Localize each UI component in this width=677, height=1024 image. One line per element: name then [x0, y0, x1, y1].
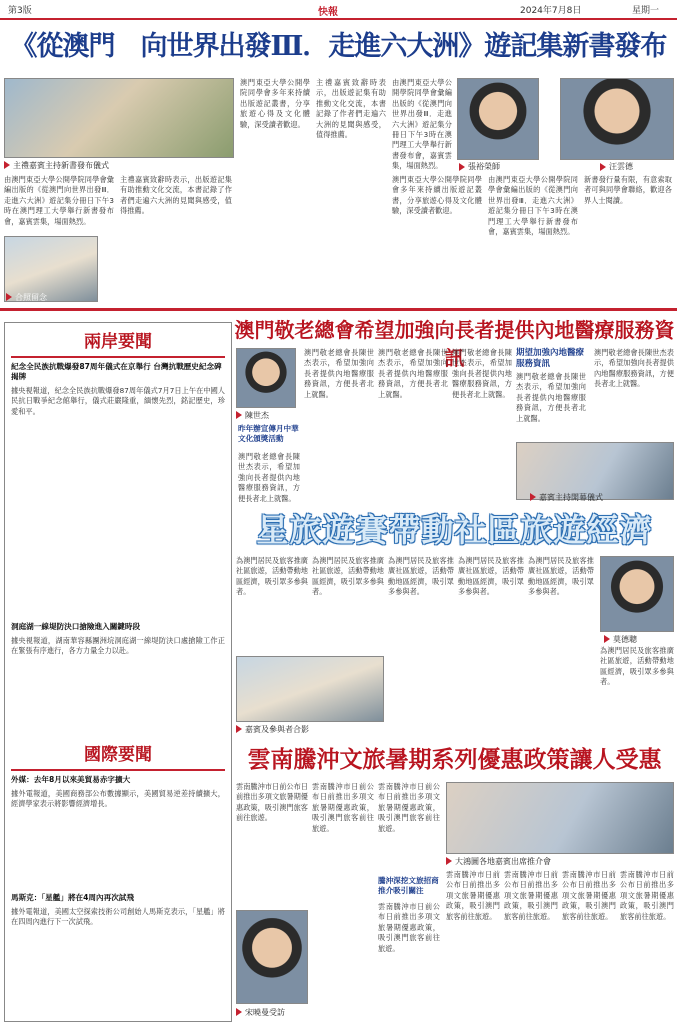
song-caption: 宋曉曼受訪: [236, 1007, 312, 1017]
song-photo: [236, 910, 308, 1004]
person-b-caption: 汪雲德: [600, 161, 674, 172]
story3-col-6: 為澳門居民及旅客推廣社區旅遊，活動帶動地區經濟，吸引眾多參與者。: [600, 646, 674, 687]
story4-subhead: 騰沖深挖文旅招商推介吸引關注: [378, 876, 439, 895]
lead-column-6: 澳門東亞大學公開學院同學會多年來持續出版遊記叢書，分享旅遊心得及文化體驗，深受讀者歡迎。: [392, 175, 482, 216]
news-sidebar: [4, 322, 232, 1022]
story3-col-3: 為澳門居民及旅客推廣社區旅遊，活動帶動地區經濟，吸引眾多參與者。: [388, 556, 454, 597]
lead-column-7: 由澳門東亞大學公開學院同學會彙編出版的《從澳門向世界出發Ⅲ．走進六大洲》遊記集分冊日下午3時在澳門理工大學舉行新書發布會，嘉賓雲集，場面熱烈。: [488, 175, 578, 237]
sidebar-item4-body: 據外電報道，美國太空探索技術公司創始人馬斯克表示，「星艦」將在四周內進行下一次試飛。: [11, 907, 225, 927]
story4-col-6: 雲南騰沖市日前公布日前推出多項文旅暑期優惠政策，吸引澳門旅客前往旅遊。: [504, 870, 558, 921]
chen-photo: [236, 348, 296, 408]
story4-col-5: 雲南騰沖市日前公布日前推出多項文旅暑期優惠政策，吸引澳門旅客前往旅遊。: [446, 870, 500, 921]
lead-column-3: 澳門東亞大學公開學院同學會多年來持續出版遊記叢書，分享旅遊心得及文化體驗，深受讀者歡迎。: [240, 78, 310, 129]
intl-title: 國際要聞: [84, 745, 152, 765]
story4-headline: 雲南騰沖文旅暑期系列優惠政策讓人受惠: [247, 746, 662, 773]
lead-column-4: 主禮嘉賓致辭時表示，出版遊記集有助推動文化交流，本書記錄了作者們走遍六大洲的見聞與感受，值得推薦。: [316, 78, 386, 140]
main-photo: [4, 78, 234, 158]
person-a-photo: [457, 78, 539, 160]
story2-col-4: 澳門敬老總會長陳世杰表示，希望加強向長者提供內地醫療服務資訊，方便長者北上就醫。: [452, 348, 512, 399]
lead-column-5: 由澳門東亞大學公開學院同學會彙編出版的《從澳門向世界出發Ⅲ．走進六大洲》遊記集分冊日下午3時在澳門理工大學舉行新書發布會，嘉賓雲集，場面熱烈。: [392, 78, 452, 171]
group-photo-caption: 合照留念: [6, 292, 96, 302]
story4-col-4: 雲南騰沖市日前公布日前推出多項文旅暑期優惠政策，吸引澳門旅客前往旅遊。: [378, 902, 440, 953]
lead-column-8: 新書發行量有限，有意索取者可與同學會聯絡，歡迎各界人士閱讀。: [584, 175, 672, 205]
issue-date: 2024年7月8日: [520, 6, 582, 16]
story2-box-head: 期望加強內地醫療服務資訊: [516, 348, 585, 369]
story3-col-4: 為澳門居民及旅客推廣社區旅遊，活動帶動地區經濟，吸引眾多參與者。: [458, 556, 524, 597]
sidebar-item2-body: 據央視報道，湖南華容縣團洲垸洞庭湖一線堤防決口處搶險工作正在緊張有序進行，各方力量全力以赴。: [11, 636, 225, 656]
sidebar-item3-head: 外媒：去年8月以來美貿易赤字擴大: [11, 775, 131, 784]
story4-col-2: 雲南騰沖市日前公布日前推出多項文旅暑期優惠政策，吸引澳門旅客前往旅遊。: [312, 782, 374, 833]
story4-col-8: 雲南騰沖市日前公布日前推出多項文旅暑期優惠政策，吸引澳門旅客前往旅遊。: [620, 870, 674, 921]
person-b-photo: [560, 78, 674, 160]
story4-photo-caption: 大鴻圖各地嘉賓出席推介會: [446, 856, 674, 866]
sidebar-item2-head: 洞庭湖一線堤防決口搶險進入關鍵時段: [11, 622, 141, 631]
story3-headline: 星旅遊賽帶動社區旅遊經濟: [256, 511, 653, 549]
story3-col-1: 為澳門居民及旅客推廣社區旅遊，活動帶動地區經濟，吸引眾多參與者。: [236, 556, 308, 597]
story2-col-2: 澳門敬老總會長陳世杰表示，希望加強向長者提供內地醫療服務資訊，方便長者北上就醫。: [304, 348, 374, 399]
lead-headline: 《從澳門 向世界出發Ⅲ．走進六大洲》遊記集新書發布: [10, 31, 667, 62]
mok-photo: [600, 556, 674, 632]
masthead: 快報: [318, 7, 338, 18]
section-divider: [0, 308, 677, 311]
weekday: 星期一: [632, 6, 660, 16]
story2-subhead: 昨年辦宣傳月中華文化頒獎活動: [238, 424, 299, 443]
story3-col-2: 為澳門居民及旅客推廣社區旅遊，活動帶動地區經濟，吸引眾多參與者。: [312, 556, 384, 597]
story3-col-5: 為澳門居民及旅客推廣社區旅遊，活動帶動地區經濟，吸引眾多參與者。: [528, 556, 594, 597]
story2-col-3: 澳門敬老總會長陳世杰表示，希望加強向長者提供內地醫療服務資訊，方便長者北上就醫。: [378, 348, 448, 399]
story2-headline: 澳門敬老總會希望加強向長者提供內地醫療服務資訊: [234, 318, 675, 370]
main-photo-caption: 主禮嘉賓主持新書發布儀式: [4, 159, 234, 171]
lead-column-1: 由澳門東亞大學公開學院同學會彙編出版的《從澳門向世界出發Ⅲ．走進六大洲》遊記集分冊日下午3時在澳門理工大學舉行新書發布會，嘉賓雲集，場面熱烈。: [4, 175, 114, 226]
chen-caption: 陳世杰: [236, 410, 296, 420]
lead-column-2: 主禮嘉賓致辭時表示，出版遊記集有助推動文化交流，本書記錄了作者們走遍六大洲的見聞與感受，值得推薦。: [120, 175, 232, 216]
mok-caption: 莫德聰: [604, 634, 674, 644]
sidebar-item4-head: 馬斯克：「星艦」將在4周內再次試飛: [11, 893, 134, 902]
page-number: 第3版: [8, 6, 32, 16]
person-a-caption: 張裕榮師: [459, 161, 539, 172]
story2-col-1: 澳門敬老總會長陳世杰表示，希望加強向長者提供內地醫療服務資訊，方便長者北上就醫。: [238, 452, 300, 503]
story4-col-1: 雲南騰沖市日前公布日前推出多項文旅暑期優惠政策，吸引澳門旅客前往旅遊。: [236, 782, 308, 823]
story4-photo: [446, 782, 674, 854]
story4-col-7: 雲南騰沖市日前公布日前推出多項文旅暑期優惠政策，吸引澳門旅客前往旅遊。: [562, 870, 616, 921]
story3-group-photo: [236, 656, 384, 722]
caption-marker-icon: [4, 161, 10, 169]
sidebar-item1-head: 紀念全民族抗戰爆發87周年儀式在京舉行 台灣抗戰歷史紀念碑揭牌: [11, 362, 222, 381]
story2-photo-caption: 嘉賓主持開幕儀式: [530, 492, 670, 502]
page-header: [0, 0, 677, 20]
story3-group-caption: 嘉賓及參與者合影: [236, 724, 384, 734]
sidebar-item3-body: 據外電報道，美國商務部公布數據顯示，美國貿易逆差持續擴大，經濟學家表示將影響經濟增長。: [11, 789, 225, 809]
story2-col-6: 澳門敬老總會長陳世杰表示，希望加強向長者提供內地醫療服務資訊，方便長者北上就醫。: [594, 348, 674, 389]
story4-col-3: 雲南騰沖市日前公布日前推出多項文旅暑期優惠政策，吸引澳門旅客前往旅遊。: [378, 782, 440, 833]
sidebar-title: 兩岸要聞: [84, 332, 152, 352]
sidebar-item1-body: 據央視報道，紀念全民族抗戰爆發87周年儀式7月7日上午在中國人民抗日戰爭紀念館舉行，儀式莊嚴隆重，緬懷先烈，銘記歷史，珍愛和平。: [11, 386, 225, 416]
story2-col-5: 澳門敬老總會長陳世杰表示，希望加強向長者提供內地醫療服務資訊，方便長者北上就醫。: [516, 372, 586, 423]
